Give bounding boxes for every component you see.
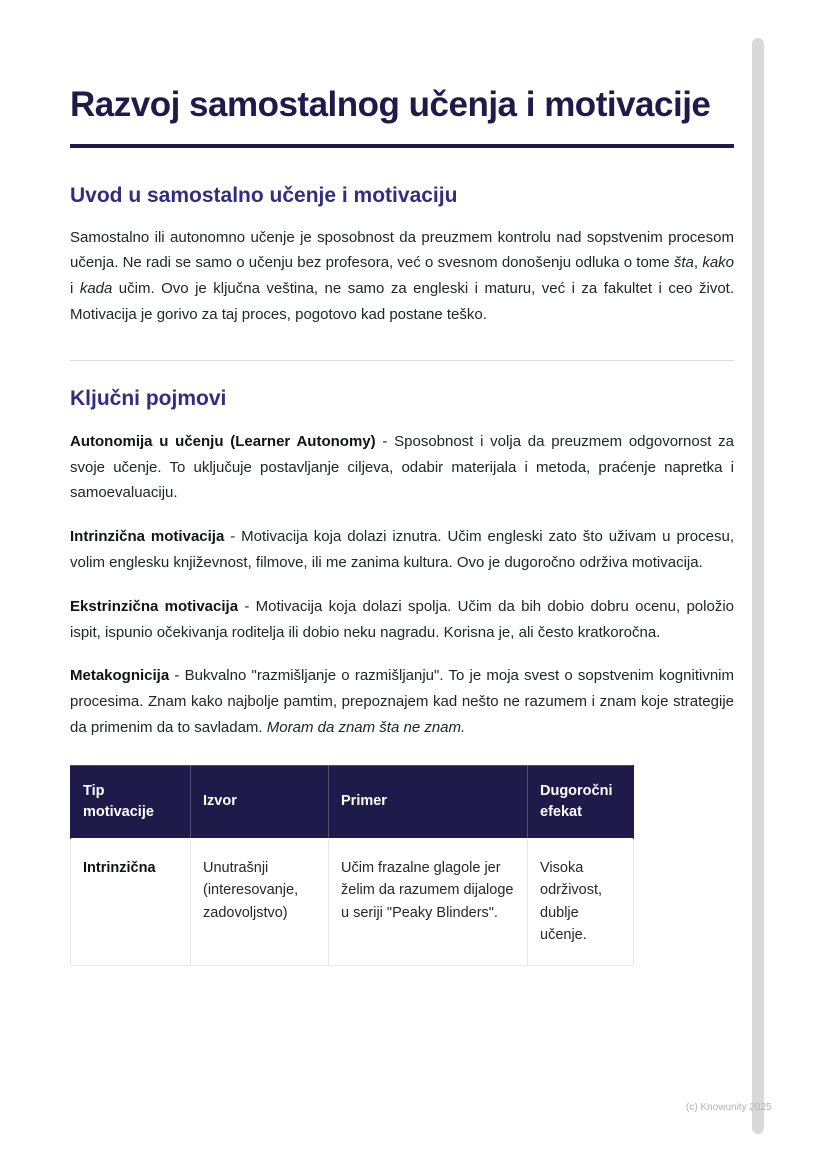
text-run: Samostalno ili autonomno učenje je sposobnost da preuzmem kontrolu nad sopstvenim procesom učenja. Ne radi se samo o učenju bez profesora, već o svesnom donošenju odluka o tome — [70, 228, 734, 272]
title-divider — [70, 144, 734, 148]
scrollbar[interactable] — [752, 38, 764, 1134]
intro-paragraph — [70, 225, 734, 328]
table-header-row — [71, 765, 634, 838]
term-paragraph-ekstrinzicna — [70, 594, 734, 646]
term-label: Autonomija u učenju (Learner Autonomy) — [70, 432, 376, 450]
text-run-italic: šta — [673, 254, 694, 272]
table-cell-primer: Učim frazalne glagole jer želim da razumem dijaloge u seriji "Peaky Blinders". — [329, 838, 528, 965]
section-divider — [70, 360, 734, 361]
term-label: Intrinzična motivacija — [70, 528, 225, 546]
term-label: Ekstrinzična motivacija — [70, 597, 239, 615]
table-header-primer: Primer — [329, 765, 528, 838]
table-cell-izvor: Unutrašnji (interesovanje, zadovoljstvo) — [191, 838, 329, 965]
term-definition: - Sposobnost i volja da preuzmem odgovornost za svoje učenje. To uključuje postavljanje ciljeva, odabir materijala i metoda, praćenje napretka i samoevaluaciju. — [70, 432, 734, 502]
table-header-izvor: Izvor — [191, 765, 329, 838]
table-cell-tip: Intrinzična — [71, 838, 191, 965]
term-label: Metakognicija — [70, 667, 170, 685]
term-definition-italic: Moram da znam šta ne znam. — [266, 719, 466, 737]
term-definition: - Bukvalno "razmišljanje o razmišljanju". To je moja svest o sopstvenim kognitivnim procesima. Znam kako najbolje pamtim, prepoznajem kad nešto ne razumem i znam koje strategije da primenim da to savladam. — [70, 667, 734, 737]
text-run-italic: kada — [79, 280, 113, 298]
table-header-tip-motivacije: Tip motivacije — [71, 765, 191, 838]
document-page — [70, 84, 734, 966]
text-run: učim. Ovo je ključna veština, ne samo za engleski i maturu, već i za fakultet i ceo život. Motivacija je gorivo za taj proces, pogotovo kad postane teško. — [70, 280, 735, 324]
section-heading-intro: Uvod u samostalno učenje i motivaciju — [70, 183, 458, 207]
page-title: Razvoj samostalnog učenja i motivacije — [70, 85, 711, 124]
table-row — [71, 838, 634, 965]
text-run: , — [693, 254, 703, 272]
motivation-table — [70, 765, 634, 966]
watermark: (c) Knowunity 2025 — [686, 1102, 772, 1113]
term-paragraph-autonomija — [70, 429, 734, 506]
table-cell-efekat: Visoka održivost, dublje učenje. — [528, 838, 634, 965]
term-definition: - Motivacija koja dolazi iznutra. Učim engleski zato što uživam u procesu, volim englesku književnost, filmove, ili me zanima kultura. Ovo je dugoročno održiva motivacija. — [70, 528, 734, 572]
table-header-dugorocni-efekat: Dugoročni efekat — [528, 765, 634, 838]
term-paragraph-intrinzicna — [70, 524, 734, 576]
term-definition: - Motivacija koja dolazi spolja. Učim da bih dobio dobru ocenu, položio ispit, ispunio očekivanja roditelja ili dobio neku nagradu. Korisna je, ali često kratkoročna. — [70, 597, 734, 641]
text-run: i — [70, 280, 80, 298]
text-run-italic: kako — [702, 254, 734, 272]
section-heading-key-terms: Ključni pojmovi — [70, 386, 227, 410]
term-paragraph-metakognicija — [70, 663, 734, 740]
